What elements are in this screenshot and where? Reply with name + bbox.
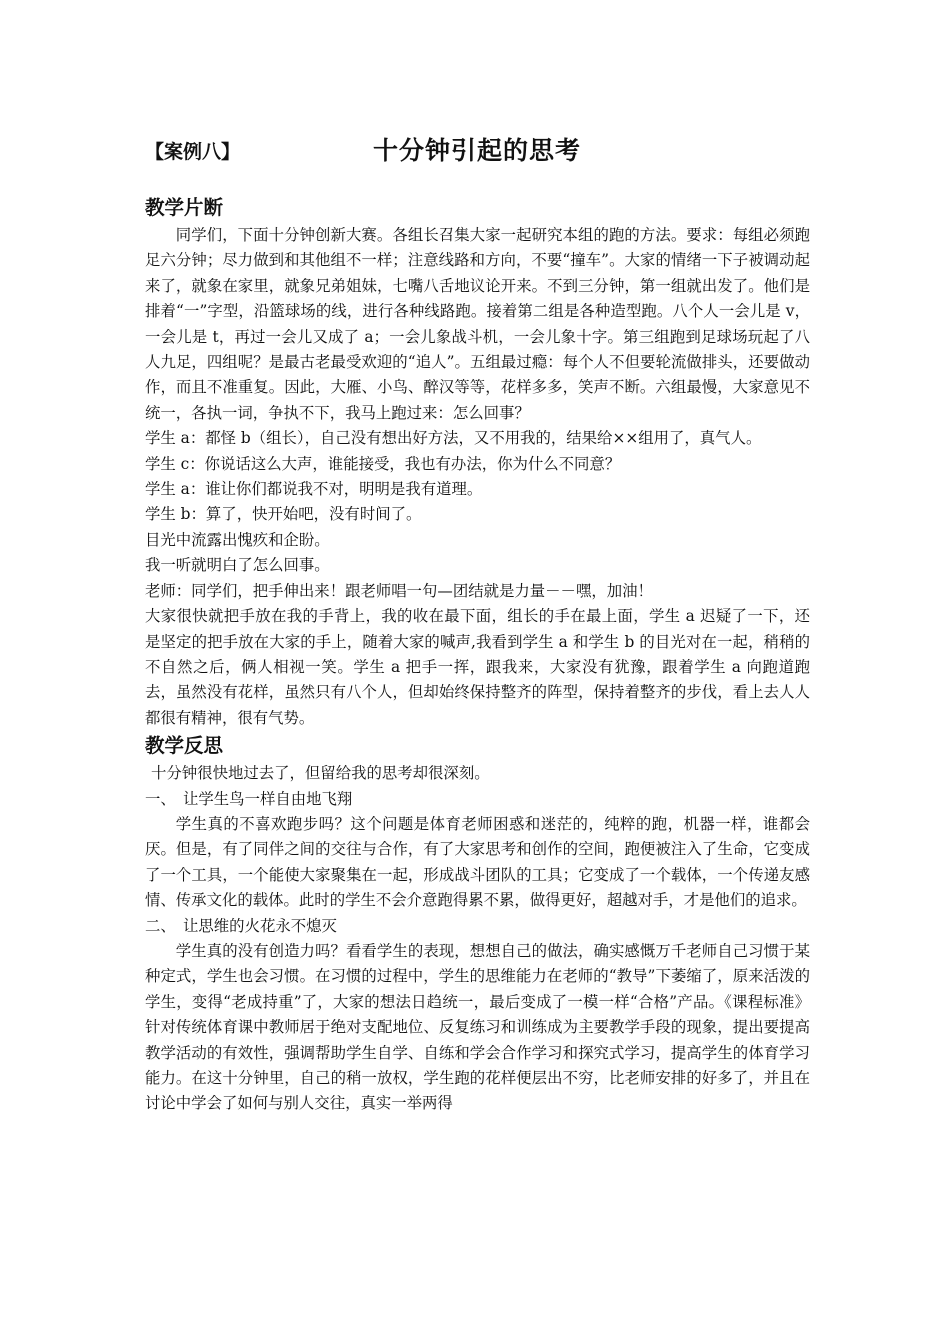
case-label: 【案例八】: [145, 141, 241, 163]
dialogue-line-student-c: 学生 c：你说话这么大声，谁能接受，我也有办法，你为什么不同意？: [145, 454, 621, 473]
list-title: 让学生鸟一样自由地飞翔: [183, 789, 353, 808]
dialogue-line-teacher: 老师：同学们，把手伸出来！跟老师唱一句—团结就是力量－－嘿，加油！: [145, 581, 653, 600]
section-heading-teaching-fragment: 教学片断: [145, 196, 224, 219]
reflection-paragraph: 学生真的没有创造力吗？看看学生的表现，想想自己的做法，确实感慨万千老师自己习惯于某种定式，学生也会习惯。在习惯的过程中，学生的思维能力在老师的“教导”下萎缩了，原来活泼的学生，变得“老成持重”了，大家的想法日趋统一，最后变成了一模一样“合格”产品。《课程标准》针对传统体育课中教师居于绝对支配地位、反复练习和训练成为主要教学手段的现象，提出要提高教学活动的有效性，强调帮助学生自学、自练和学会合作学习和探究式学习，提高学生的体育学习能力。在这十分钟里，自己的稍一放权，学生跑的花样便层出不穷，比老师安排的好多了，并且在讨论中学会了如何与别人交往，真实一举两得: [145, 941, 810, 1113]
page-title: 十分钟引起的思考: [373, 136, 582, 165]
list-title: 让思维的火花永不熄灭: [183, 916, 337, 935]
list-number: 一、: [145, 789, 176, 808]
reflection-intro: 十分钟很快地过去了，但留给我的思考却很深刻。: [151, 764, 490, 783]
narrative-line: 我一听就明白了怎么回事。: [145, 556, 330, 575]
dialogue-line-student-a: 学生 a：都怪 b（组长），自己没有想出好方法，又不用我的，结果给××组用了，真气人。: [145, 429, 762, 448]
list-item-1: [145, 787, 810, 812]
dialogue-line-student-a-2: 学生 a：谁让你们都说我不对，明明是我有道理。: [145, 480, 483, 499]
title-row: [145, 131, 805, 171]
document-body: [145, 193, 810, 1117]
narrative-line: 目光中流露出愧疚和企盼。: [145, 530, 330, 549]
narrative-paragraph: 同学们，下面十分钟创新大赛。各组长召集大家一起研究本组的跑的方法。要求：每组必须跑足六分钟；尽力做到和其他组不一样；注意线路和方向，不要“撞车”。大家的情绪一下子被调动起来了，就象在家里，就象兄弟姐妹，七嘴八舌地议论开来。不到三分钟，第一组就出发了。他们是排着“一”字型，沿篮球场的线，进行各种线路跑。接着第二组是各种造型跑。八个人一会儿是 v，一会儿是 t，再过一会儿又成了 a；一会儿象战斗机，一会儿象十字。第三组跑到足球场玩起了八人九足，四组呢？是最古老最受欢迎的“追人”。五组最过瘾：每个人不但要轮流做排头，还要做动作，而且不准重复。因此，大雁、小鸟、醉汉等等，花样多多，笑声不断。六组最慢，大家意见不统一，各执一词，争执不下，我马上跑过来：怎么回事？: [145, 226, 810, 422]
list-number: 二、: [145, 916, 176, 935]
section-heading-teaching-reflection: 教学反思: [145, 734, 224, 758]
dialogue-line-student-b: 学生 b：算了，快开始吧，没有时间了。: [145, 505, 422, 524]
list-item-2: [145, 914, 810, 939]
narrative-paragraph: 大家很快就把手放在我的手背上，我的收在最下面，组长的手在最上面，学生 a 迟疑了一下，还是坚定的把手放在大家的手上，随着大家的喊声,我看到学生 a 和学生 b 的目光对在一起，稍稍的不自然之后，俩人相视一笑。学生 a 把手一挥，跟我来，大家没有犹豫，跟着学生 a 向跑道跑去，虽然没有花样，虽然只有八个人，但却始终保持整齐的阵型，保持着整齐的步伐，看上去人人都很有精神，很有气势。: [145, 607, 810, 727]
reflection-paragraph: 学生真的不喜欢跑步吗？这个问题是体育老师困惑和迷茫的，纯粹的跑，机器一样，谁都会厌。但是，有了同伴之间的交往与合作，有了大家思考和创作的空间，跑便被注入了生命，它变成了一个工具，一个能使大家聚集在一起，形成战斗团队的工具；它变成了一个载体，一个传递友感情、传承文化的载体。此时的学生不会介意跑得累不累，做得更好，超越对手，才是他们的追求。: [145, 814, 810, 910]
